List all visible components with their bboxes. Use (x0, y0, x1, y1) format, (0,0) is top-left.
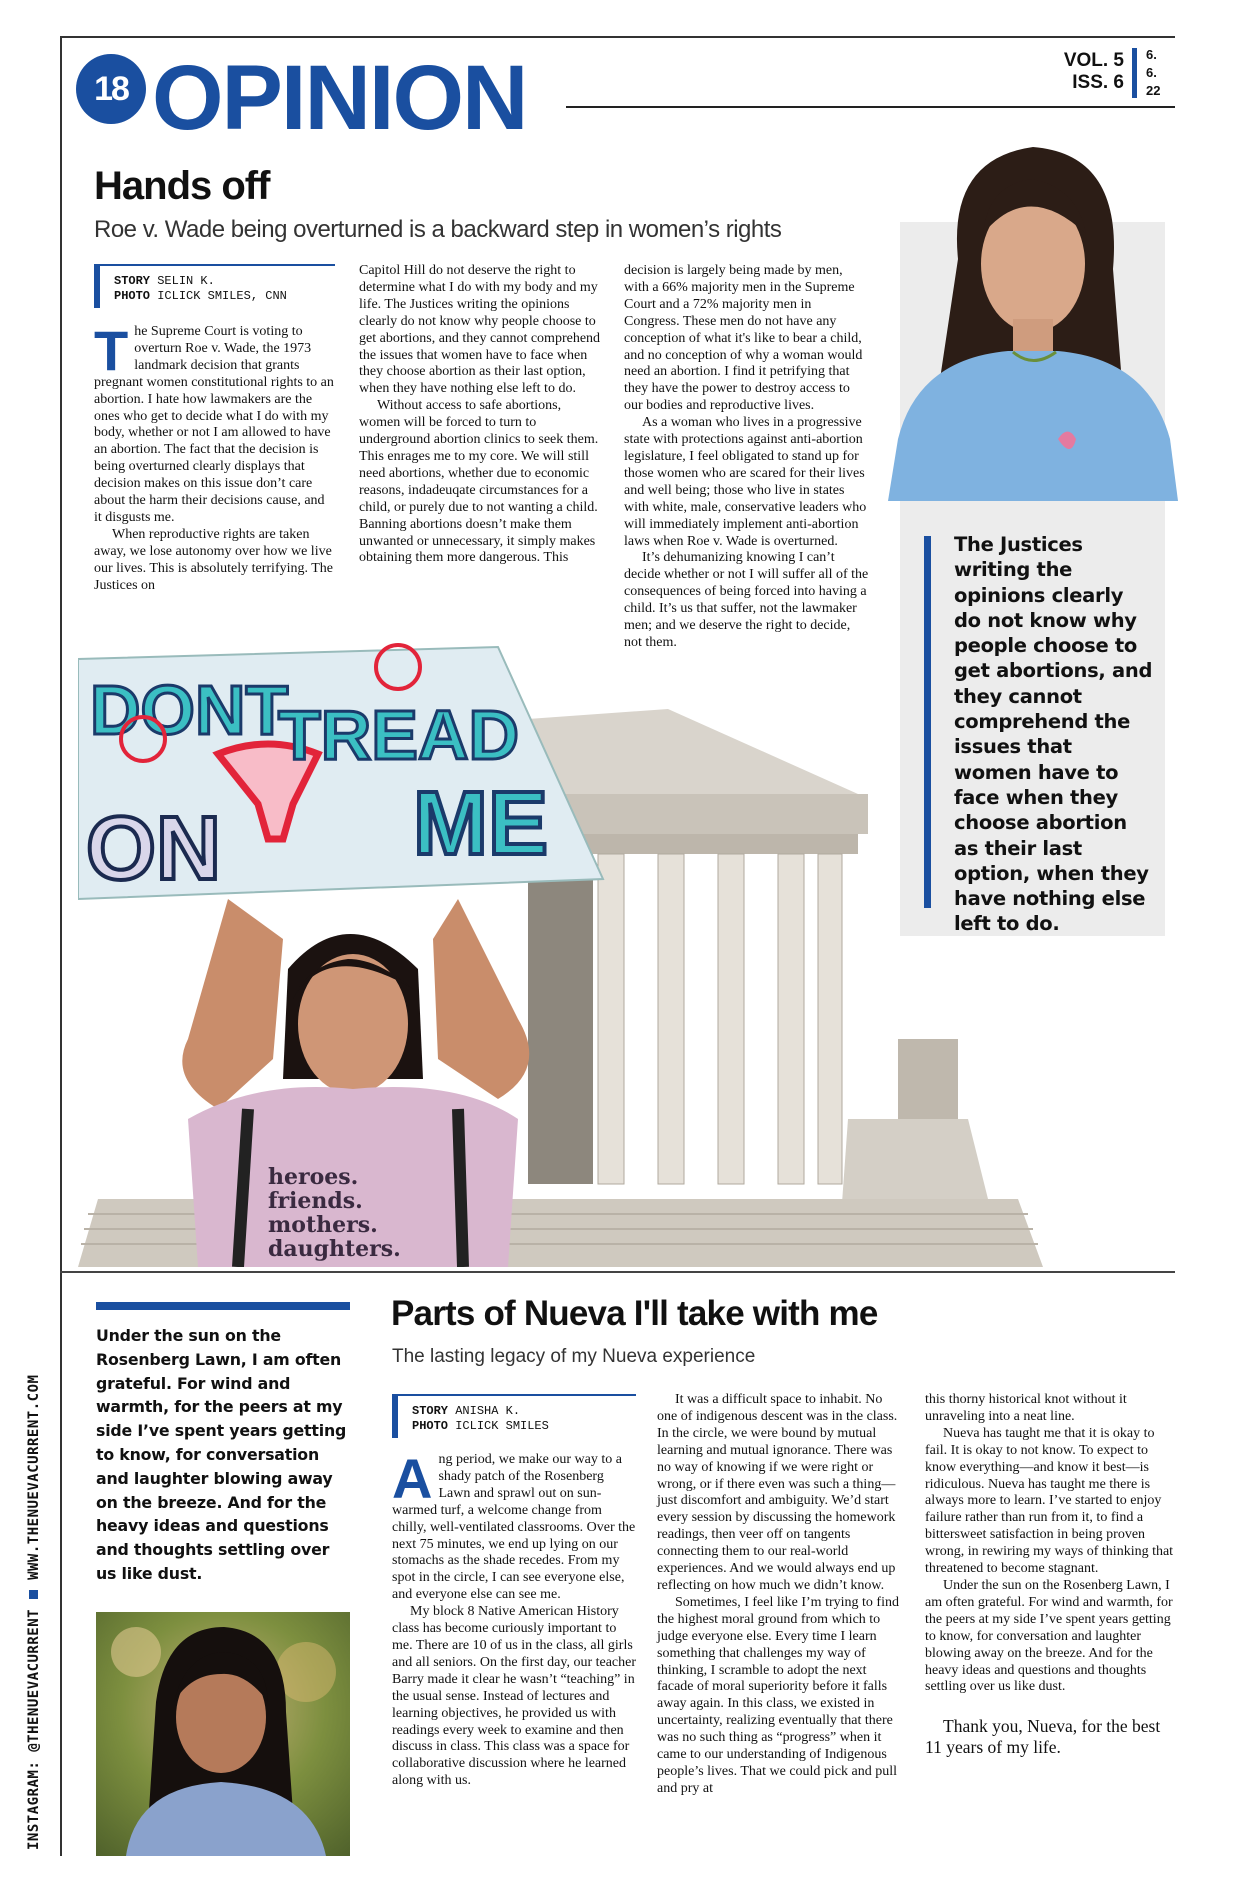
instagram-handle[interactable]: INSTAGRAM: @THENUEVACURRENT (26, 1608, 42, 1850)
volume-issue (1040, 50, 1124, 94)
sign-text-me: ME (413, 774, 548, 874)
paragraph: Sometimes, I feel like I’m trying to find the highest moral ground from which to judge everyone else. Every time I learn something that challenges my way of thinking, I scramble to adopt the next facade of moral superiority before it falls away again. In this class, we existed in uncertainty, realizing eventually that there was no such thing as “progress” when it came to our understanding of Indigenous people’s lives. That we could pick and pull and pry at (657, 1594, 899, 1796)
article-subhead: Roe v. Wade being overturned is a backward step in women’s rights (94, 216, 782, 243)
page-border-left (60, 36, 62, 1856)
byline-photo-label: PHOTO (412, 1419, 449, 1433)
date-day: 6. (1146, 65, 1157, 80)
section-divider (60, 1271, 1175, 1273)
byline (94, 264, 335, 308)
byline-photographer: ICLICK SMILES, CNN (157, 289, 287, 303)
issue: ISS. 6 (1072, 72, 1124, 93)
website-link[interactable]: WWW.THENUEVACURRENT.COM (26, 1374, 42, 1580)
byline-story-label: STORY (114, 274, 151, 288)
author-photo-anisha (96, 1612, 350, 1856)
byline (392, 1394, 636, 1438)
article-headline: Hands off (94, 164, 270, 208)
author-photo-selin (888, 139, 1178, 501)
paragraph: this thorny historical knot without it unraveling into a neat line. (925, 1392, 1127, 1424)
article1-column-2 (359, 263, 602, 567)
date-month: 6. (1146, 47, 1157, 62)
paragraph: Under the sun on the Rosenberg Lawn, I am often grateful. For wind and warmth, for the peers at my side I’ve spent years getting to know, for conversation and laughter blowing away on the breeze. And for the heavy ideas and questions and thoughts settling over us like dust. (925, 1577, 1173, 1695)
protest-photo (78, 639, 1043, 1267)
volume: VOL. 5 (1063, 50, 1124, 71)
paragraph: Nueva has taught me that it is okay to fail. It is okay to not know. To expect to know everything—and know it best—is ridiculous. Nueva has taught me there is always more to learn. I’ve started to enjoy failure rather than run from it, to find a bittersweet satisfaction in being proven wrong, in rewiring my ways of thinking that threatened to become stagnant. (925, 1425, 1174, 1577)
paragraph: My block 8 Native American History class has become curiously important to me. There are 10 of us in the class, all girls and all seniors. On the first day, our teacher Barry made it clear he wasn’t “teaching” in the usual sense. Instead of lectures and learning objectives, he provided us with readings every week to examine and then discuss in class. This class was a space for collaborative discussion where he learned along with us. (392, 1604, 637, 1789)
paragraph: decision is largely being made by men, with a 66% majority men in the Supreme Court and a 72% majority men in Congress. These men do not have any conception of what it's like to bear a child, and no conception of why a woman would need an abortion. I find it petrifying that they have the power to destroy access to our bodies and reproductive lives. (624, 263, 863, 414)
side-pull-quote: Under the sun on the Rosenberg Lawn, I am often grateful. For wind and warmth, for the peers at my side I’ve spent years getting to know, for conversation and laughter blowing away on the breeze. And for the heavy ideas and questions and thoughts settling over us like dust. (96, 1326, 347, 1583)
closing-line: Thank you, Nueva, for the best 11 years of my life. (925, 1716, 1161, 1758)
paragraph: he Supreme Court is voting to overturn Roe v. Wade, the 1973 landmark decision that grants pregnant women constitutional rights to an abortion. I hate how lawmakers are the ones who get to decide what I do with my body, whether or not I am allowed to have an abortion. The fact that the decision is being overturned clearly displays that decision makes on this issue don’t care about the harm their decisions cause, and it disgusts me. (94, 324, 334, 525)
article1-column-3 (624, 263, 870, 652)
paragraph: When reproductive rights are taken away, we lose autonomy over how we live our lives. This is absolutely terrifying. The Justices on (94, 526, 334, 593)
header-rule (566, 106, 1175, 108)
section-title: OPINION (152, 47, 527, 149)
article2-column-1 (392, 1394, 636, 1790)
byline-author: ANISHA K. (455, 1404, 521, 1418)
article1-column-1 (94, 264, 335, 595)
byline-photographer: ICLICK SMILES (455, 1419, 549, 1433)
social-footer (26, 1375, 42, 1850)
paragraph: ng period, we make our way to a shady patch of the Rosenberg Lawn and sprawl out on sun-warmed turf, a welcome change from chilly, well-ventilated classrooms. Over the next 75 minutes, we end up lying on our stomachs as the shade recedes. From my spot in the circle, I can see everyone else, and everyone else can see me. (392, 1452, 636, 1603)
paragraph: Capitol Hill do not deserve the right to determine what I do with my body and my life. The Justices writing the opinions clearly do not know why people choose to get abortions, and they cannot comprehend the issues that women have to face when they choose abortion as their last option, when they have nothing else left to do. (359, 263, 601, 397)
byline-photo-label: PHOTO (114, 289, 151, 303)
sign-text-dont: DONT (90, 671, 289, 749)
side-quote-bar (96, 1302, 350, 1310)
date-year: 22 (1146, 83, 1161, 98)
byline-story-label: STORY (412, 1404, 449, 1418)
paragraph: It was a difficult space to inhabit. No one of indigenous descent was in the class. In the circle, we were bound by mutual learning and mutual ignorance. There was no way of knowing if we were right or wrong, or if there even was such a thing—just discomfort and ambiguity. We’d start every session by discussing the homework readings, then veer off on tangents connecting them to our real-world experiences. And we would always end up reflecting on how much we didn’t know. (657, 1392, 898, 1593)
shirt-text: heroes. friends. mothers. daughters. (268, 1164, 401, 1262)
drop-cap: T (94, 319, 129, 382)
paragraph: It’s dehumanizing knowing I can’t decide whether or not I will suffer all of the consequences of being forced into having a child. It’s us that suffer, not the lawmaker men; and we deserve the right to decide, not them. (624, 550, 869, 650)
byline-author: SELIN K. (157, 274, 215, 288)
pull-quote: The Justices writing the opinions clearly do not know why people choose to get abortions, and they cannot comprehend the issues that women have to face when they choose abortion as their last option, when they have nothing else left to do. (954, 533, 1153, 936)
paragraph: Without access to safe abortions, women will be forced to turn to underground abortion clinics to seek them. This enrages me to my core. We will still need abortions, whether due to economic reasons, indadeuqate circumstances for a child, or purely due to not wanting a child. Banning abortions doesn’t make them unwanted or unnecessary, it simply makes obtaining them more dangerous. This (359, 398, 599, 566)
sign-text-on: ON (86, 799, 221, 899)
drop-cap: A (392, 1447, 433, 1510)
article-headline: Parts of Nueva I'll take with me (391, 1294, 878, 1333)
article-subhead: The lasting legacy of my Nueva experience (392, 1346, 756, 1367)
paragraph: As a woman who lives in a progressive state with protections against anti-abortion legislature, I feel obligated to stand up for those women who are scared for their lives and well being; those who live in states with white, male, conservative leaders who will immediately implement anti-abortion laws when Roe v. Wade is overturned. (624, 415, 867, 549)
page-number-badge: 18 (76, 54, 146, 124)
sign-text-tread: TREAD (278, 696, 520, 774)
volume-divider (1132, 48, 1137, 98)
separator-square (29, 1590, 38, 1599)
page-border-top (60, 36, 1175, 38)
article2-column-2 (657, 1392, 900, 1798)
issue-date (1146, 46, 1160, 100)
article2-column-3 (925, 1392, 1175, 1758)
